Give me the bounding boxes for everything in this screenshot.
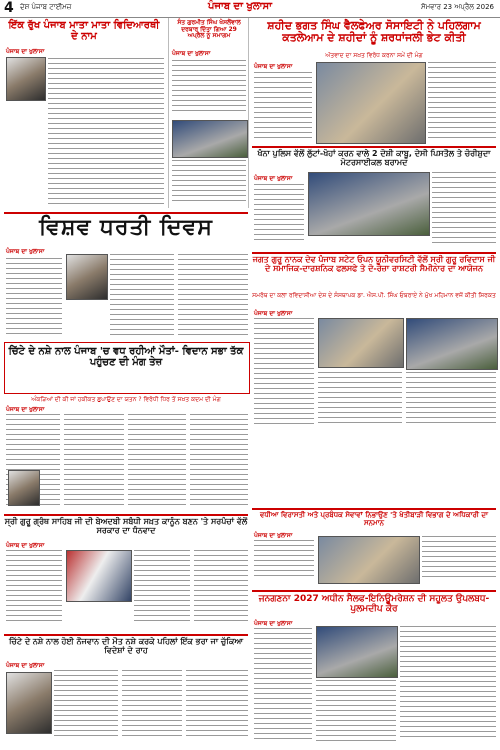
divider (4, 514, 248, 516)
article-text-s5c (178, 254, 248, 340)
headline-s2: ਸੰਤ ਗੁਰਮੀਤ ਸਿੰਘ ਖੋਸਲੋਂਵਾਲ ਦਰਬਾਰ ਦਿੱਤਾ ਗਿਆ 29 ਅਪ੍ਰੈਲ ਨੂੰ ਸਮਾਗਮ (177, 19, 241, 40)
headline-s10: ਵਧੀਆ ਵਿਰਾਸਤੀ ਅਤੇ ਪ੍ਰਬੰਧਕ ਸੇਵਾਵਾਂ ਨਿਭਾਉਣ 'ਤੇ ਖੇਤੀਬਾੜੀ ਵਿਭਾਗ ਦੇ ਅਧਿਕਾਰੀ ਦਾ ਸਨਮਾਨ (259, 511, 489, 527)
masthead (0, 0, 500, 18)
article-text-s11 (254, 628, 312, 744)
divider (252, 146, 496, 148)
divider (252, 590, 496, 592)
publication-name: ਦੇਸ਼ ਪੰਜਾਬ ਟਾਈਮਜ਼ (20, 3, 72, 11)
article-text-s6b (318, 372, 402, 428)
headline-s7: ਚਿੱਟੇ ਦੇ ਨਸ਼ੇ ਨਾਲ ਪੰਜਾਬ 'ਚ ਵਧ ਰਹੀਆਂ ਮੌਤਾਂ- ਵਿਦਾਨ ਸਭਾ ਤੱਕ ਪਹੁੰਚਣ ਦੀ ਮੰਗ ਤੇਜ਼ (8, 346, 244, 369)
divider (4, 212, 248, 214)
headline-s6: ਜਗਤ ਗੁਰੂ ਨਾਨਕ ਦੇਵ ਪੰਜਾਬ ਸਟੇਟ ਓਪਨ ਯੂਨੀਵਰਸਿਟੀ ਵੱਲੋਂ ਸ੍ਰੀ ਗੁਰੂ ਰਵਿਦਾਸ ਜੀ ਦੇ ਸਮਾਜਿਕ-ਦਾਰਸ਼ਨਿਕ ਫਲਸਫੇ ਤੇ ਦੋ-ਰੋਜ਼ਾ ਰਾਸ਼ਟਰੀ ਸੈਮੀਨਾਰ ਦਾ ਆਯੋਜਨ (252, 255, 496, 273)
headline-s8: ਸ੍ਰੀ ਗੁਰੂ ਗ੍ਰੰਥ ਸਾਹਿਬ ਜੀ ਦੀ ਬੇਅਦਬੀ ਸਬੰਧੀ ਸਖ਼ਤ ਕਾਨੂੰਨ ਬਣਨ 'ਤੇ ਸਰਪੰਚਾਂ ਵੱਲੋਂ ਸਰਕਾਰ ਦਾ ਧੰਨਵਾਦ (4, 517, 248, 535)
article-text-s3b (428, 62, 496, 142)
byline-s4: ਪੰਜਾਬ ਦਾ ਖੁਲਾਸਾ (254, 175, 293, 182)
byline-s8: ਪੰਜਾਬ ਦਾ ਖੁਲਾਸਾ (6, 542, 45, 549)
article-text-s8 (6, 550, 62, 630)
subhead-s6: ਸਮਰੱਥ ਦਾ ਕਲਾ ਰਵਿਦਾਸੀਆ ਦੇਸ਼ ਦੇ ਸੰਸਥਾਪਕ ਡਾ. ਐਸ.ਪੀ. ਸਿੰਘ ਓਬਰਾਏ ਨੇ ਮੁੱਖ ਮਹਿਮਾਨ ਵਜੋਂ ਕੀਤੀ ਸ਼ਿਰਕਤ (252, 292, 496, 299)
article-text-s7b (64, 414, 124, 510)
byline-s1: ਪੰਜਾਬ ਦਾ ਖੁਲਾਸਾ (6, 48, 45, 55)
article-text-s10 (254, 540, 314, 582)
article-text-s9b (122, 670, 182, 744)
article-text-s4b (432, 172, 496, 248)
photo-s7 (8, 470, 40, 506)
byline-s2: ਪੰਜਾਬ ਦਾ ਖੁਲਾਸਾ (172, 50, 211, 57)
photo-s6-seminar (318, 318, 404, 368)
photo-s8 (66, 550, 132, 602)
divider (252, 508, 496, 510)
article-text-s9 (54, 670, 118, 744)
subhead-s7: ਅੰਕੜਿਆਂ ਦੀ ਕੀ ਜਾਂ ਹਕੀਕਤ ਛੁਪਾਉਣ ਦਾ ਯਤਨ ? ਵਿਰੋਧੀ ਧਿਰ ਤੋਂ ਸਖ਼ਤ ਕਦਮ ਦੀ ਮੰਗ (31, 396, 221, 403)
photo-s10 (318, 536, 420, 584)
headline-s3: ਸ਼ਹੀਦ ਭਗਤ ਸਿੰਘ ਵੈਲਫੇਅਰ ਸੋਸਾਇਟੀ ਨੇ ਪਹਿਲਗਾਮ ਕਤਲੇਆਮ ਦੇ ਸ਼ਹੀਦਾਂ ਨੂੰ ਸ਼ਰਧਾਂਜਲੀ ਭੇਟ ਕੀਤੀ (267, 19, 481, 45)
article-text-s2 (172, 60, 246, 116)
headline-s1: ਇੱਕ ਰੁੱਖ ਪੰਜਾਬ ਮਾਤਾ ਮਾਤਾ ਵਿਦਿਆਰਥੀ ਦੇ ਨਾਮ (8, 20, 160, 43)
byline-s3: ਪੰਜਾਬ ਦਾ ਖੁਲਾਸਾ (254, 63, 293, 70)
article-text-s6c (406, 372, 496, 428)
photo-s2 (172, 120, 248, 158)
headline-s9: ਚਿੱਟੇ ਦੇ ਨਸ਼ੇ ਨਾਲ ਹੋਈ ਨੌਜਵਾਨ ਦੀ ਮੌਤ ਨਸ਼ੇ ਕਰਕੇ ਪਹਿਲਾਂ ਇੱਕ ਭਰਾ ਜਾ ਚੁੱਕਿਆ ਵਿਦੇਸ਼ਾਂ ਦੇ ਰਾਹ (8, 637, 244, 655)
byline-s5: ਪੰਜਾਬ ਦਾ ਖੁਲਾਸਾ (6, 248, 45, 255)
article-text-s5b (110, 254, 174, 340)
article-text-s1 (48, 58, 164, 208)
byline-s9: ਪੰਜਾਬ ਦਾ ਖੁਲਾਸਾ (6, 662, 45, 669)
photo-s6-guests (406, 318, 498, 370)
article-text-s6 (254, 318, 314, 428)
photo-s3-tribute (316, 62, 426, 144)
subhead-s3: ਅੱਤਵਾਦ ਦਾ ਸਖ਼ਤ ਵਿਰੋਧ ਕਰਨਾ ਸਮੇਂ ਦੀ ਮੰਗ (325, 52, 423, 59)
photo-s11 (316, 626, 398, 678)
headline-s4: ਖੰਨਾ ਪੁਲਿਸ ਵੱਲੋਂ ਲੁੱਟਾਂ-ਖੋਹਾਂ ਕਰਨ ਵਾਲੇ 2 ਦੋਸ਼ੀ ਕਾਬੂ, ਦੇਸੀ ਪਿਸਤੌਲ ਤੇ ਚੋਰੀਸ਼ੁਦਾ ਮੋਟਰਸਾਈਕਲ ਬਰਾਮਦ (257, 149, 491, 167)
article-text-s7d (190, 414, 248, 510)
article-text-s10b (422, 536, 496, 582)
column-rule (248, 18, 249, 208)
issue-date: ਸੋਮਵਾਰ 23 ਅਪ੍ਰੈਲ 2026 (421, 3, 494, 11)
headline-s11: ਜਨਗਣਨਾ 2027 ਅਧੀਨ ਸੈਲਫ-ਇਨਿਊਮਰੇਸ਼ਨ ਦੀ ਸਹੂਲਤ ਉਪਲਬਧ- ਪੁਲਮਦੀਪ ਕੌਰ (258, 594, 490, 615)
article-text-s7c (128, 414, 186, 510)
article-text-s3 (254, 72, 312, 144)
article-text-s11c (400, 626, 496, 744)
column-rule (168, 18, 169, 208)
headline-s5: ਵਿਸ਼ਵ ਧਰਤੀ ਦਿਵਸ (39, 215, 213, 240)
photo-s1 (6, 57, 46, 101)
article-text-s8b (134, 550, 190, 630)
page-number: 4 (4, 0, 14, 16)
photo-s5-author (66, 254, 108, 300)
article-text-s5 (6, 258, 62, 340)
divider (252, 252, 496, 254)
divider (4, 634, 248, 636)
byline-s11: ਪੰਜਾਬ ਦਾ ਖੁਲਾਸਾ (254, 620, 293, 627)
section-title: ਪੰਜਾਬ ਦਾ ਖੁਲਾਸਾ (208, 1, 273, 12)
article-text-s8c (194, 550, 248, 630)
photo-s4-police (308, 172, 430, 236)
byline-s7: ਪੰਜਾਬ ਦਾ ਖੁਲਾਸਾ (6, 406, 45, 413)
photo-s9 (6, 672, 52, 734)
article-text-s9c (186, 670, 248, 744)
article-text-s4 (254, 184, 304, 248)
byline-s10: ਪੰਜਾਬ ਦਾ ਖੁਲਾਸਾ (254, 532, 293, 539)
article-text-s11b (316, 680, 396, 744)
byline-s6: ਪੰਜਾਬ ਦਾ ਖੁਲਾਸਾ (254, 310, 293, 317)
article-text-s2b (172, 160, 246, 206)
